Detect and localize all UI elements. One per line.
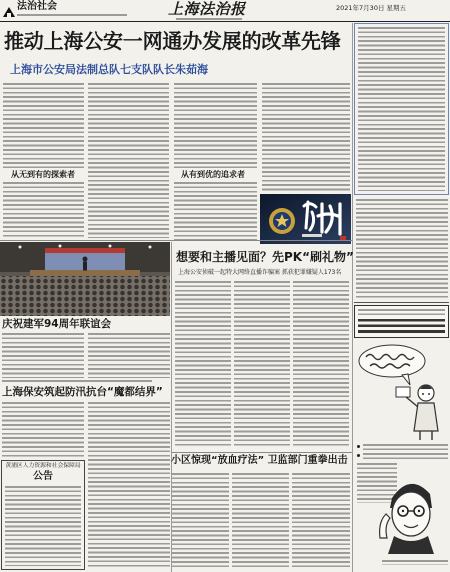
event-photo: [0, 242, 170, 316]
police-badge-icon: [260, 194, 351, 244]
lead-section-title: 从无到有的探索者: [11, 170, 75, 179]
health-headline: 小区惊现“放血疗法” 卫监部门重拳出击: [171, 455, 348, 466]
right-notice-box: [354, 23, 449, 195]
bullet-dot: [357, 445, 360, 448]
health-body-column: [172, 473, 229, 569]
header-rule: [0, 21, 450, 22]
livestream-body-column: [234, 281, 290, 448]
ad-text: [358, 309, 445, 317]
lead-section-title: 从有到优的追求者: [181, 170, 245, 179]
right-column-separator: [354, 302, 449, 303]
ad-contact-text: [358, 319, 445, 335]
cartoon-figure-icon: [356, 341, 448, 441]
event-body-column: [88, 333, 170, 378]
lead-body-column: [88, 83, 169, 238]
masthead-subline: [176, 18, 242, 20]
lead-body-column: [3, 83, 84, 168]
lead-body-column: [174, 83, 257, 168]
right-bullet-text: [363, 444, 448, 450]
right-column-rule: [352, 23, 353, 572]
livestream-body-column: [293, 281, 349, 448]
livestream-body-column: [175, 281, 231, 448]
lead-body-column: [3, 182, 84, 238]
right-bullet-text: [363, 453, 448, 459]
section-marker-icon: [3, 2, 15, 12]
right-column-text: [356, 199, 448, 299]
section-separator: [172, 452, 352, 453]
cartoon-face-icon: [372, 468, 448, 556]
health-body-column: [232, 473, 289, 569]
event-headline: 庆祝建军94周年联谊会: [2, 318, 112, 330]
event-body-column: [2, 333, 84, 378]
right-notice-text: [358, 27, 445, 191]
bullet-dot: [357, 454, 360, 457]
notice-organization: 黄浦区人力资源和社会保障局: [5, 463, 81, 469]
notice-body-text: [5, 486, 81, 566]
lead-headline: 推动上海公安一网通办发展的改革先锋: [4, 29, 341, 53]
livestream-headline: 想要和主播见面？先PK“刷礼物”: [176, 250, 354, 264]
section-separator: [0, 240, 352, 241]
security-body-column: [88, 402, 170, 569]
lead-body-column: [174, 182, 257, 242]
security-body-column: [2, 402, 84, 457]
notice-title: 公告: [33, 471, 53, 482]
security-headline: 上海保安筑起防汛抗台“魔都结界”: [2, 386, 163, 398]
header-editor-line: [17, 14, 127, 17]
security-kicker: [2, 380, 152, 383]
section-title: 法治社会: [17, 1, 57, 12]
right-footer-text: [382, 560, 448, 565]
livestream-subheadline: 上海公安侦破一起特大网络直播诈骗案 抓获犯罪嫌疑人173名: [178, 269, 342, 276]
newspaper-masthead: 上海法治报: [168, 0, 246, 18]
lead-subheadline: 上海市公安局法制总队七支队队长朱茹海: [10, 63, 208, 76]
health-body-column: [292, 473, 350, 569]
issue-date: 2021年7月30日 星期五: [336, 4, 407, 12]
lead-body-column: [262, 83, 350, 191]
advertisement-box: [354, 305, 449, 338]
